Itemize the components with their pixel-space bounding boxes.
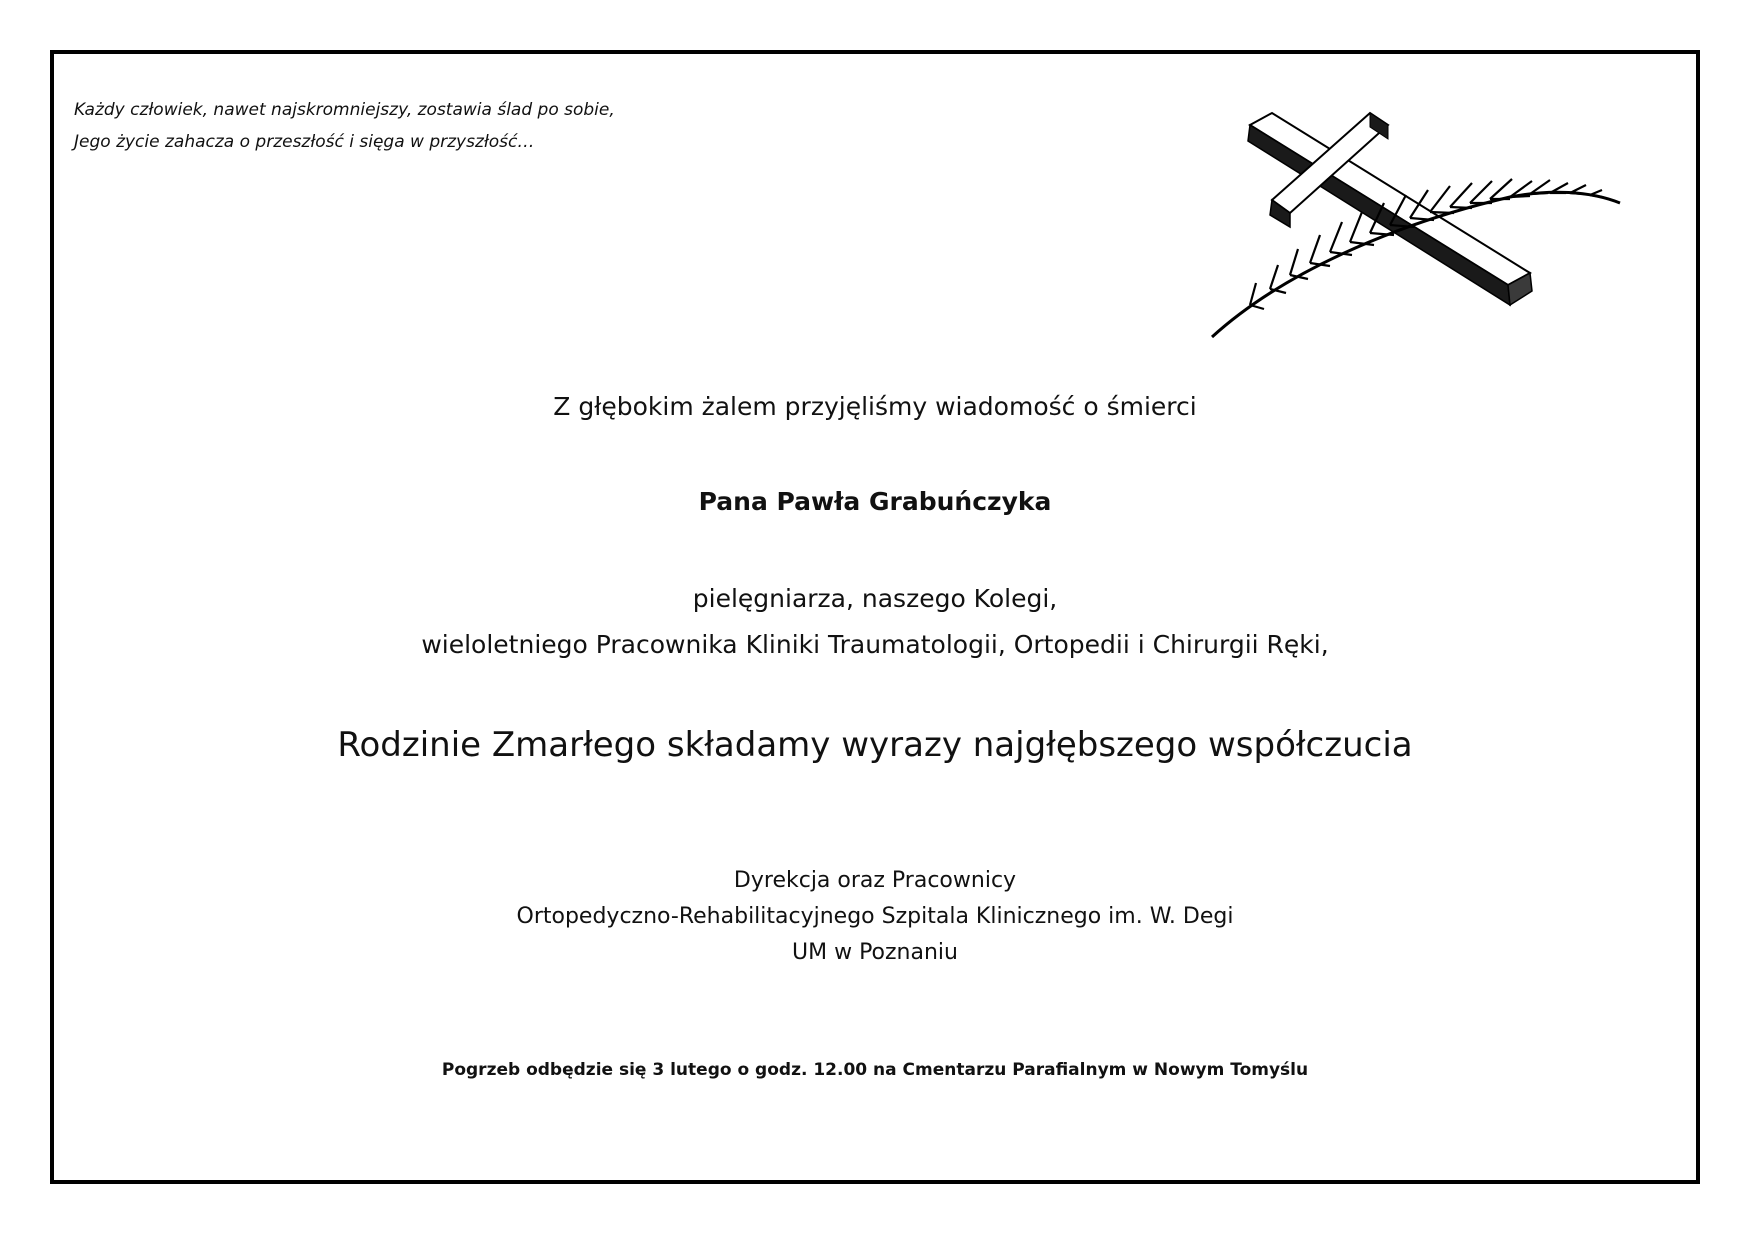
motto-line-2: Jego życie zahacza o przeszłość i sięga w przyszłość… <box>74 132 535 152</box>
deceased-role-line-1: pielęgniarza, naszego Kolegi, <box>692 584 1058 613</box>
funeral-info: Pogrzeb odbędzie się 3 lutego o godz. 12.00 na Cmentarzu Parafialnym w Nowym Tomyślu <box>441 1060 1309 1080</box>
signature-line-3: UM w Poznaniu <box>792 940 958 965</box>
notice-intro: Z głębokim żalem przyjęliśmy wiadomość o śmierci <box>553 392 1197 421</box>
motto-line-1: Każdy człowiek, nawet najskromniejszy, zostawia ślad po sobie, <box>74 100 615 120</box>
signature-line-1: Dyrekcja oraz Pracownicy <box>733 868 1017 893</box>
motto-quote <box>74 94 615 158</box>
deceased-name: Pana Pawła Grabuńczyka <box>698 487 1052 516</box>
deceased-role-line-2: wieloletniego Pracownika Kliniki Traumatologii, Ortopedii i Chirurgii Ręki, <box>421 630 1329 659</box>
sympathy-message: Rodzinie Zmarłego składamy wyrazy najgłębszego współczucia <box>337 725 1413 765</box>
cross-with-palm-branch-icon <box>1210 105 1640 350</box>
signature-line-2: Ortopedyczno-Rehabilitacyjnego Szpitala Klinicznego im. W. Degi <box>516 904 1234 929</box>
